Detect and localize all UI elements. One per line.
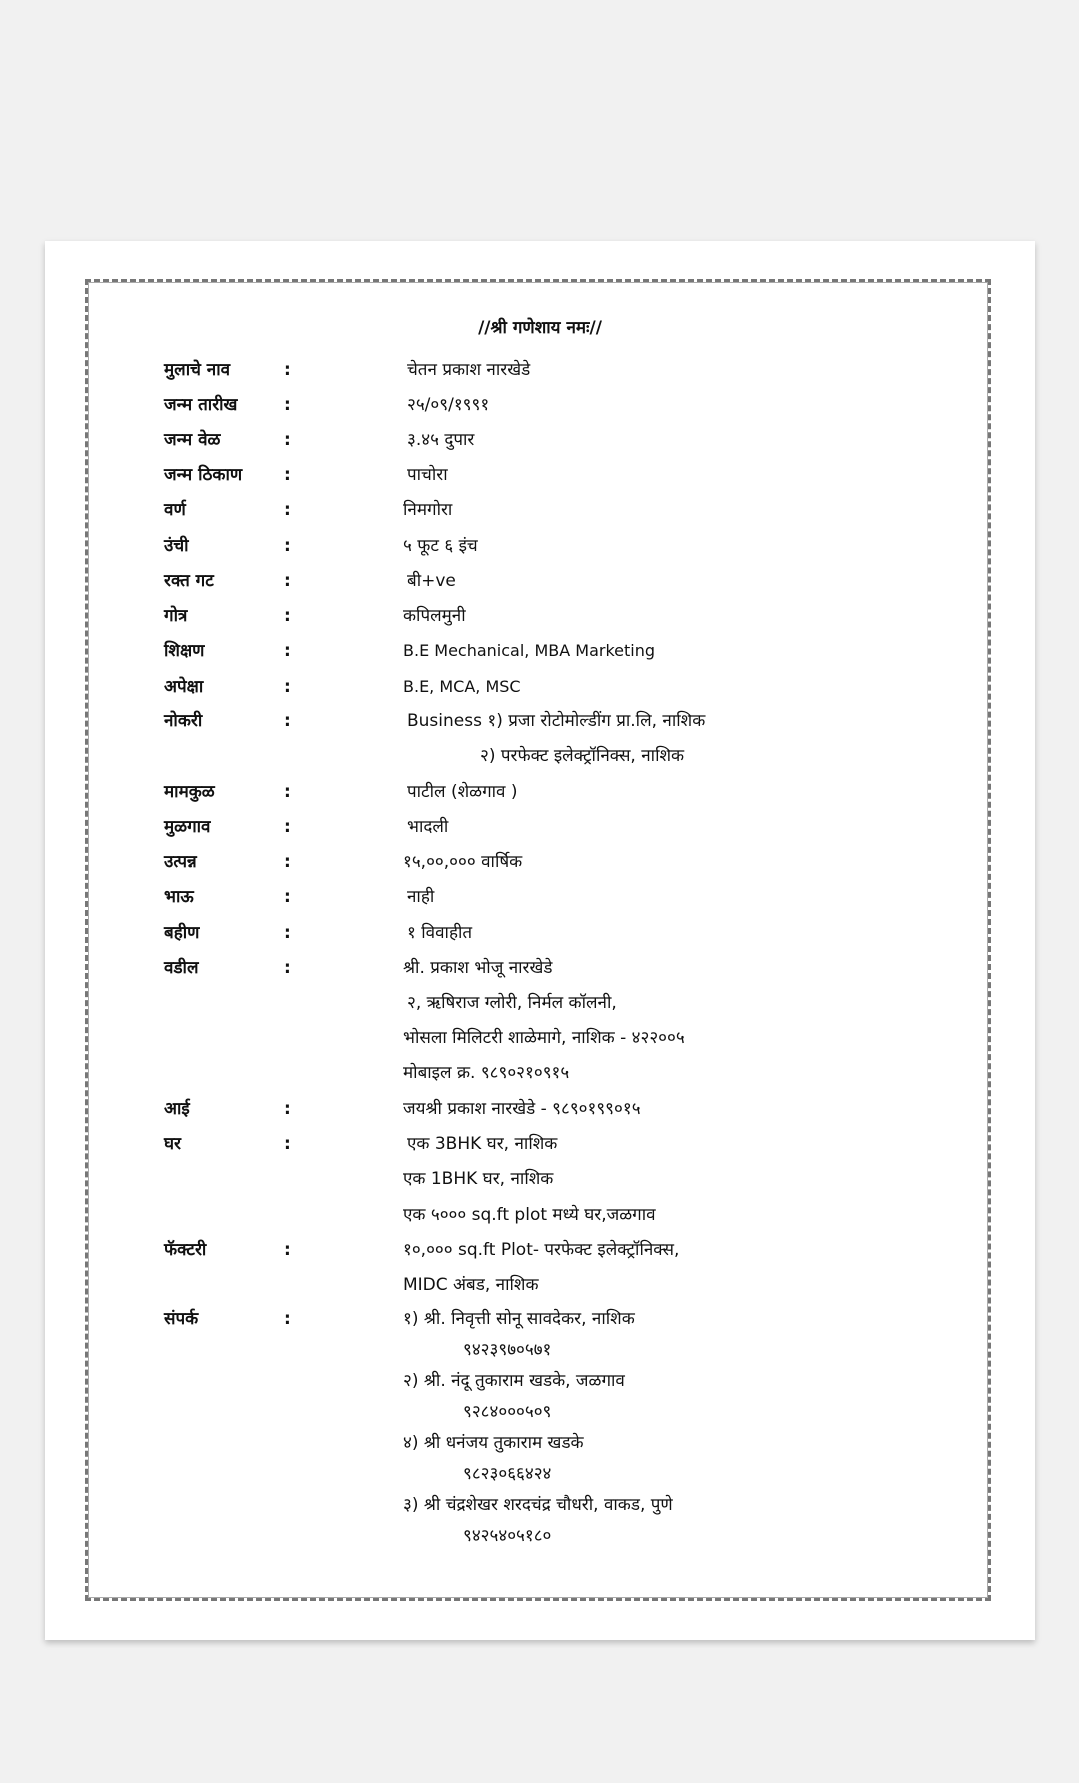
field-row-factory-cont — [45, 1270, 1035, 1300]
field-value: भोसला मिलिटरी शाळेमागे, नाशिक - ४२२००५ — [403, 1028, 685, 1048]
field-row-father-cont — [45, 1023, 1035, 1053]
field-row-birth-place — [45, 460, 1035, 490]
field-row-complexion — [45, 495, 1035, 525]
field-value: ९४२५४०५१८० — [463, 1526, 552, 1546]
field-label: नोकरी — [164, 711, 203, 731]
field-label: जन्म वेळ — [164, 430, 221, 450]
field-colon: : — [284, 711, 291, 731]
field-value: भादली — [407, 817, 449, 837]
field-row-contact-phone — [45, 1522, 1035, 1550]
field-colon: : — [284, 958, 291, 978]
field-row-contact-cont — [45, 1367, 1035, 1395]
field-value: १५,००,००० वार्षिक — [403, 852, 523, 872]
field-value: कपिलमुनी — [403, 606, 466, 626]
field-row-birth-time — [45, 425, 1035, 455]
field-row-name — [45, 355, 1035, 385]
field-colon: : — [284, 1309, 291, 1329]
field-value: २५/०९/१९९१ — [407, 395, 490, 415]
field-row-contact-phone — [45, 1460, 1035, 1488]
field-label: मुळगाव — [164, 817, 211, 837]
field-row-contact-cont — [45, 1491, 1035, 1519]
field-colon: : — [284, 395, 291, 415]
field-value: जयश्री प्रकाश नारखेडे - ९८९०१९९०१५ — [403, 1099, 641, 1119]
field-value: ५ फूट ६ इंच — [403, 536, 478, 556]
field-label: वर्ण — [164, 500, 186, 520]
field-row-gotra — [45, 601, 1035, 631]
field-row-contact-phone — [45, 1398, 1035, 1426]
field-label: रक्त गट — [164, 571, 214, 591]
field-label: उत्पन्न — [164, 852, 197, 872]
field-value: एक 1BHK घर, नाशिक — [403, 1169, 554, 1189]
field-value: B.E, MCA, MSC — [403, 677, 521, 696]
field-label: मामकुळ — [164, 782, 215, 802]
field-value: २, ऋषिराज ग्लोरी, निर्मल कॉलनी, — [407, 993, 617, 1013]
field-row-education — [45, 636, 1035, 666]
field-label: मुलाचे नाव — [164, 360, 231, 380]
field-colon: : — [284, 500, 291, 520]
field-row-father — [45, 953, 1035, 983]
field-value: ३) श्री चंद्रशेखर शरदचंद्र चौधरी, वाकड, पुणे — [403, 1495, 673, 1515]
field-label: आई — [164, 1099, 190, 1119]
field-colon: : — [284, 536, 291, 556]
field-colon: : — [284, 782, 291, 802]
field-value: ९४२३९७०५७१ — [463, 1340, 552, 1360]
field-colon: : — [284, 641, 291, 661]
field-colon: : — [284, 606, 291, 626]
invocation-heading: //श्री गणेशाय नमः// — [478, 318, 602, 338]
field-colon: : — [284, 677, 291, 697]
field-value: ३.४५ दुपार — [407, 430, 475, 450]
field-row-job-cont — [45, 741, 1035, 771]
field-value: १०,००० sq.ft Plot- परफेक्ट इलेक्ट्रॉनिक्स, — [403, 1240, 680, 1260]
field-colon: : — [284, 887, 291, 907]
field-label: जन्म ठिकाण — [164, 465, 243, 485]
field-row-brother — [45, 882, 1035, 912]
field-value: चेतन प्रकाश नारखेडे — [407, 360, 531, 380]
field-row-height — [45, 531, 1035, 561]
field-value: १) श्री. निवृत्ती सोनू सावदेकर, नाशिक — [403, 1309, 635, 1329]
field-value: Business १) प्रजा रोटोमोल्डींग प्रा.लि, नाशिक — [407, 711, 706, 731]
field-colon: : — [284, 852, 291, 872]
field-label: घर — [164, 1134, 181, 1154]
field-row-native — [45, 812, 1035, 842]
field-value: श्री. प्रकाश भोजू नारखेडे — [403, 958, 553, 978]
field-row-blood-group — [45, 566, 1035, 596]
field-colon: : — [284, 571, 291, 591]
field-row-house — [45, 1129, 1035, 1159]
field-value: पाचोरा — [407, 465, 448, 485]
document-page — [45, 241, 1035, 1640]
field-row-contact-cont — [45, 1429, 1035, 1457]
field-label: फॅक्टरी — [164, 1240, 207, 1260]
field-value: ९८२३०६६४२४ — [463, 1464, 552, 1484]
field-value: निमगोरा — [403, 500, 453, 520]
field-value: ४) श्री धनंजय तुकाराम खडके — [403, 1433, 584, 1453]
field-value: एक 3BHK घर, नाशिक — [407, 1134, 558, 1154]
field-value: १ विवाहीत — [407, 923, 473, 943]
field-row-contact-phone — [45, 1336, 1035, 1364]
field-label: संपर्क — [164, 1309, 199, 1329]
field-value: २) श्री. नंदू तुकाराम खडके, जळगाव — [403, 1371, 625, 1391]
field-row-dob — [45, 390, 1035, 420]
field-value: एक ५००० sq.ft plot मध्ये घर,जळगाव — [403, 1205, 656, 1225]
field-label: बहीण — [164, 923, 200, 943]
field-value: मोबाइल क्र. ९८९०२१०९१५ — [403, 1063, 570, 1083]
field-row-mamkul — [45, 777, 1035, 807]
field-value: पाटील (शेळगाव ) — [407, 782, 518, 802]
field-colon: : — [284, 1134, 291, 1154]
field-colon: : — [284, 1099, 291, 1119]
field-row-house-cont — [45, 1164, 1035, 1194]
field-value: MIDC अंबड, नाशिक — [403, 1275, 539, 1295]
field-row-job — [45, 706, 1035, 736]
field-label: वडील — [164, 958, 199, 978]
field-label: जन्म तारीख — [164, 395, 238, 415]
field-value: बी+ve — [407, 571, 456, 591]
field-value: ९२८४०००५०९ — [463, 1402, 552, 1422]
field-label: अपेक्षा — [164, 677, 204, 697]
field-label: उंची — [164, 536, 189, 556]
field-row-income — [45, 847, 1035, 877]
field-label: शिक्षण — [164, 641, 205, 661]
field-row-factory — [45, 1235, 1035, 1265]
field-row-mother — [45, 1094, 1035, 1124]
field-label: गोत्र — [164, 606, 188, 626]
field-value: B.E Mechanical, MBA Marketing — [403, 641, 656, 660]
field-row-expectation — [45, 672, 1035, 702]
field-colon: : — [284, 1240, 291, 1260]
field-value: २) परफेक्ट इलेक्ट्रॉनिक्स, नाशिक — [480, 746, 685, 766]
field-value: नाही — [407, 887, 435, 907]
field-row-father-cont — [45, 988, 1035, 1018]
field-colon: : — [284, 817, 291, 837]
field-colon: : — [284, 360, 291, 380]
field-row-house-cont — [45, 1200, 1035, 1230]
field-row-sister — [45, 918, 1035, 948]
field-colon: : — [284, 430, 291, 450]
field-colon: : — [284, 465, 291, 485]
field-colon: : — [284, 923, 291, 943]
field-row-father-cont — [45, 1058, 1035, 1088]
field-row-contact — [45, 1305, 1035, 1333]
field-label: भाऊ — [164, 887, 194, 907]
